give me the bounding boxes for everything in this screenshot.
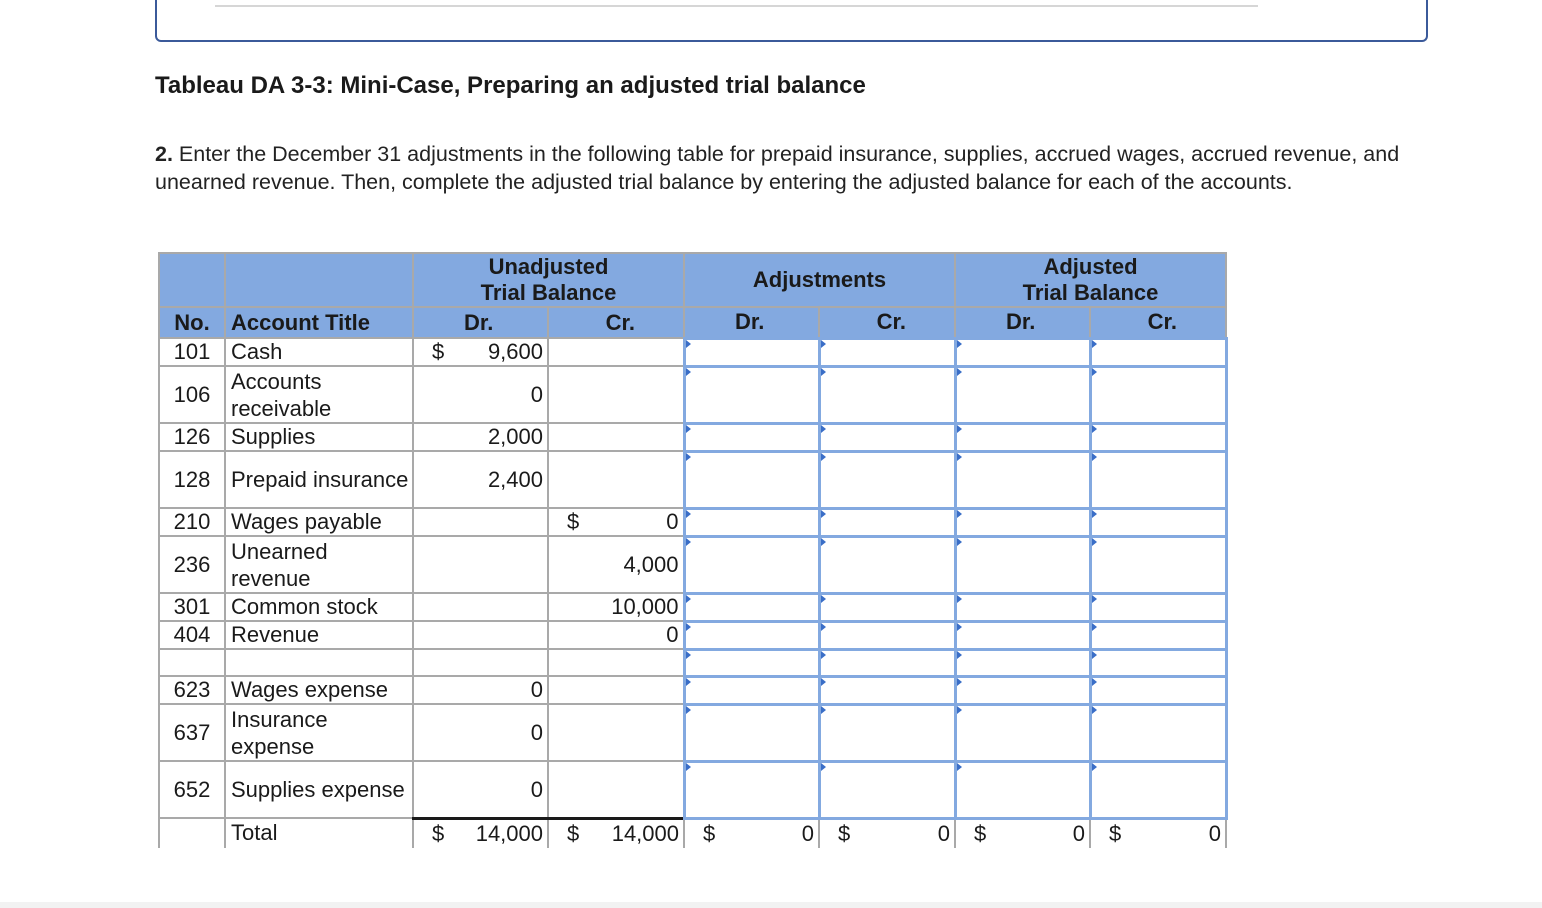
total-unadjusted-dr-value: 14,000 (475, 820, 543, 846)
currency-sign: $ (1109, 820, 1122, 846)
account-title: Prepaid insurance (225, 451, 413, 508)
adjusted-dr-input[interactable] (955, 508, 1090, 536)
adjustment-cr-input[interactable] (819, 676, 955, 704)
total-unadjusted-dr (413, 818, 548, 848)
account-number: 404 (159, 621, 225, 649)
table-row (159, 593, 1226, 621)
account-title: Supplies expense (225, 761, 413, 818)
account-number: 128 (159, 451, 225, 508)
unadjusted-dr-value: 9,600 (487, 339, 543, 364)
adjusted-dr-input[interactable] (955, 621, 1090, 649)
adjustment-dr-input[interactable] (684, 508, 819, 536)
adjusted-dr-input[interactable] (955, 676, 1090, 704)
unadjusted-cr (548, 621, 684, 649)
account-title: Accounts receivable (225, 366, 413, 423)
adjusted-cr-input[interactable] (1090, 621, 1226, 649)
currency-sign: $ (432, 339, 445, 364)
adjusted-dr-input[interactable] (955, 338, 1090, 366)
unadjusted-dr (413, 676, 548, 704)
total-unadjusted-cr-value: 14,000 (611, 820, 679, 846)
unadjusted-dr (413, 649, 548, 676)
table-row (159, 508, 1226, 536)
unadjusted-cr (548, 676, 684, 704)
adjustment-cr-input[interactable] (819, 423, 955, 451)
account-number: 106 (159, 366, 225, 423)
account-number: 637 (159, 704, 225, 761)
adjustment-dr-input[interactable] (684, 621, 819, 649)
table-row (159, 704, 1226, 761)
adjusted-dr-input[interactable] (955, 451, 1090, 508)
adjustment-cr-input[interactable] (819, 649, 955, 676)
currency-sign: $ (838, 820, 851, 846)
adjusted-dr-input[interactable] (955, 423, 1090, 451)
adjustment-dr-input[interactable] (684, 338, 819, 366)
account-title: Unearned revenue (225, 536, 413, 593)
unadjusted-dr (413, 423, 548, 451)
adjustment-cr-input[interactable] (819, 621, 955, 649)
total-adjusted-cr-value: 0 (1208, 820, 1221, 846)
unadjusted-cr (548, 451, 684, 508)
account-title: Wages payable (225, 508, 413, 536)
adjustment-dr-input[interactable] (684, 676, 819, 704)
instructions (155, 141, 1425, 196)
unadjusted-cr-value: 10,000 (611, 594, 679, 619)
adjusted-cr-input[interactable] (1090, 536, 1226, 593)
table-row (159, 536, 1226, 593)
unadjusted-dr-value: 0 (530, 776, 543, 802)
currency-sign: $ (567, 509, 580, 534)
unadjusted-cr (548, 761, 684, 818)
adjusted-dr-input[interactable] (955, 536, 1090, 593)
account-title: Supplies (225, 423, 413, 451)
total-unadjusted-cr (548, 818, 684, 848)
unadjusted-dr (413, 451, 548, 508)
unadjusted-dr (413, 366, 548, 423)
account-number: 236 (159, 536, 225, 593)
adjusted-dr-input[interactable] (955, 593, 1090, 621)
table-row (159, 761, 1226, 818)
unadjusted-cr (548, 423, 684, 451)
adjusted-dr-input[interactable] (955, 649, 1090, 676)
total-adjustment-cr (819, 818, 955, 848)
total-adjustment-cr-value: 0 (937, 820, 950, 846)
unadjusted-dr-value: 0 (530, 677, 543, 702)
header-adjtb-cr: Cr. (1090, 307, 1226, 338)
adjustment-cr-input[interactable] (819, 338, 955, 366)
header-blank-no (159, 253, 225, 307)
unadjusted-dr (413, 536, 548, 593)
adjustment-cr-input[interactable] (819, 593, 955, 621)
header-adjustments: Adjustments (684, 253, 955, 307)
header-unadjusted: Unadjusted Trial Balance (413, 253, 684, 307)
unadjusted-dr (413, 338, 548, 366)
adjusted-cr-input[interactable] (1090, 338, 1226, 366)
adjustment-dr-input[interactable] (684, 649, 819, 676)
unadjusted-dr-value: 2,000 (487, 424, 543, 449)
unadjusted-dr (413, 621, 548, 649)
adjustment-dr-input[interactable] (684, 593, 819, 621)
adjusted-dr-input[interactable] (955, 366, 1090, 423)
header-adjusted: Adjusted Trial Balance (955, 253, 1226, 307)
adjustment-cr-input[interactable] (819, 704, 955, 761)
header-account-title: Account Title (225, 307, 413, 338)
account-number: 623 (159, 676, 225, 704)
adjustment-dr-input[interactable] (684, 366, 819, 423)
adjustment-dr-input[interactable] (684, 423, 819, 451)
table-row (159, 451, 1226, 508)
total-adjustment-dr-value: 0 (801, 820, 814, 846)
header-adj-cr: Cr. (819, 307, 955, 338)
unadjusted-cr (548, 366, 684, 423)
adjustment-dr-input[interactable] (684, 761, 819, 818)
unadjusted-cr (548, 704, 684, 761)
total-row (159, 818, 1226, 848)
adjusted-cr-input[interactable] (1090, 649, 1226, 676)
total-adjusted-dr (955, 818, 1090, 848)
table-row (159, 621, 1226, 649)
account-title: Wages expense (225, 676, 413, 704)
table-row (159, 423, 1226, 451)
divider (215, 5, 1258, 7)
account-title: Cash (225, 338, 413, 366)
adjusted-cr-input[interactable] (1090, 451, 1226, 508)
currency-sign: $ (432, 820, 445, 846)
account-number (159, 649, 225, 676)
adjusted-cr-input[interactable] (1090, 761, 1226, 818)
unadjusted-dr (413, 593, 548, 621)
header-adjtb-dr: Dr. (955, 307, 1090, 338)
adjusted-dr-input[interactable] (955, 761, 1090, 818)
adjusted-cr-input[interactable] (1090, 676, 1226, 704)
table-row (159, 338, 1226, 366)
trial-balance-table (158, 252, 1228, 848)
account-title: Insurance expense (225, 704, 413, 761)
adjustment-dr-input[interactable] (684, 536, 819, 593)
total-adjusted-cr (1090, 818, 1226, 848)
account-number: 101 (159, 338, 225, 366)
table-row (159, 649, 1226, 676)
header-unadj-cr: Cr. (548, 307, 684, 338)
unadjusted-cr (548, 649, 684, 676)
total-no (159, 818, 225, 848)
adjusted-cr-input[interactable] (1090, 423, 1226, 451)
adjusted-cr-input[interactable] (1090, 704, 1226, 761)
header-no: No. (159, 307, 225, 338)
unadjusted-cr (548, 508, 684, 536)
currency-sign: $ (974, 820, 987, 846)
table-row (159, 676, 1226, 704)
unadjusted-cr-value: 0 (666, 622, 679, 647)
account-number: 126 (159, 423, 225, 451)
page-title: Tableau DA 3-3: Mini-Case, Preparing an adjusted trial balance (155, 72, 866, 99)
account-number: 301 (159, 593, 225, 621)
unadjusted-cr-value: 0 (666, 509, 679, 534)
account-number: 210 (159, 508, 225, 536)
table-row (159, 366, 1226, 423)
footer-divider (0, 902, 1542, 908)
adjustment-cr-input[interactable] (819, 536, 955, 593)
unadjusted-cr (548, 338, 684, 366)
unadjusted-dr-value: 2,400 (487, 467, 543, 492)
total-adjusted-dr-value: 0 (1072, 820, 1085, 846)
total-label: Total (225, 818, 413, 848)
account-title: Common stock (225, 593, 413, 621)
adjusted-cr-input[interactable] (1090, 366, 1226, 423)
adjusted-cr-input[interactable] (1090, 508, 1226, 536)
adjustment-cr-input[interactable] (819, 761, 955, 818)
unadjusted-cr (548, 536, 684, 593)
unadjusted-dr (413, 704, 548, 761)
unadjusted-dr-value: 0 (530, 382, 543, 407)
adjustment-dr-input[interactable] (684, 704, 819, 761)
adjustment-cr-input[interactable] (819, 508, 955, 536)
adjustment-cr-input[interactable] (819, 451, 955, 508)
adjustment-cr-input[interactable] (819, 366, 955, 423)
unadjusted-cr (548, 593, 684, 621)
unadjusted-cr-value: 4,000 (623, 552, 679, 577)
adjustment-dr-input[interactable] (684, 451, 819, 508)
account-number: 652 (159, 761, 225, 818)
unadjusted-dr-value: 0 (530, 720, 543, 745)
unadjusted-dr (413, 508, 548, 536)
instruction-text: Enter the December 31 adjustments in the following table for prepaid insurance, supplies, accrued wages, accrued revenue, and unearned revenue. Then, complete the adjusted trial balance by entering the adjusted balance for each of the accounts. (155, 142, 1400, 194)
adjusted-cr-input[interactable] (1090, 593, 1226, 621)
header-unadj-dr: Dr. (413, 307, 548, 338)
header-blank-title (225, 253, 413, 307)
currency-sign: $ (703, 820, 716, 846)
account-title (225, 649, 413, 676)
header-adj-dr: Dr. (684, 307, 819, 338)
instruction-number: 2. (155, 142, 173, 166)
unadjusted-dr (413, 761, 548, 818)
total-adjustment-dr (684, 818, 819, 848)
adjusted-dr-input[interactable] (955, 704, 1090, 761)
currency-sign: $ (567, 820, 580, 846)
account-title: Revenue (225, 621, 413, 649)
